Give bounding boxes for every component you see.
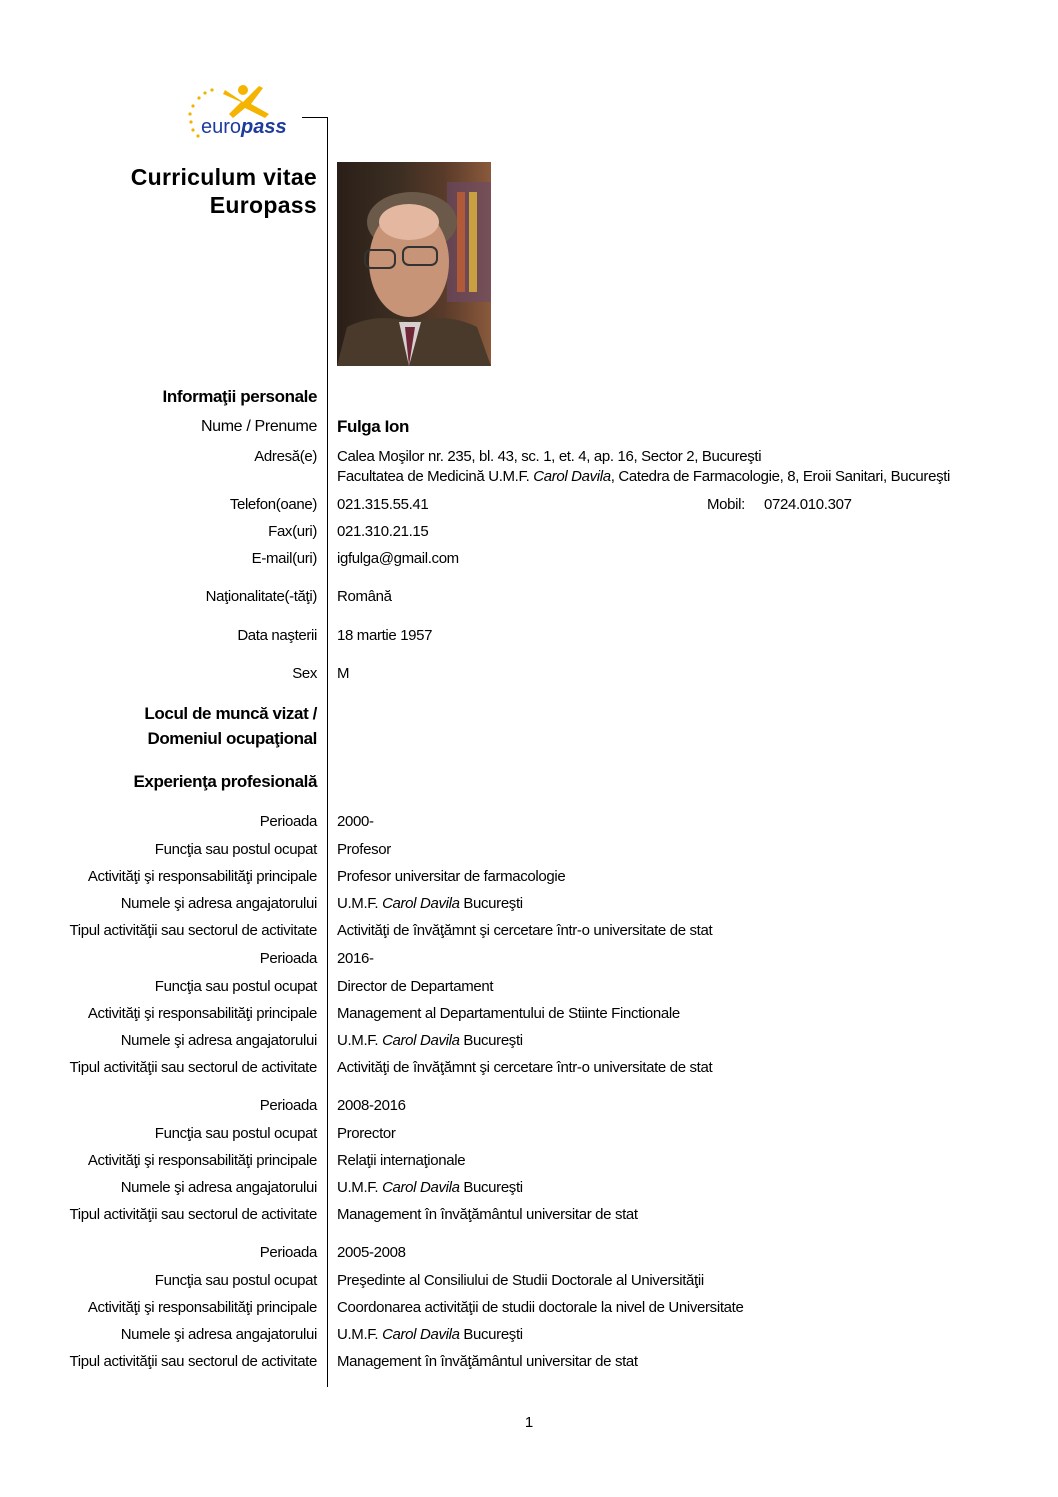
experience-section [0, 772, 1058, 792]
experience-position-label: Funcţia sau postul ocupat [154, 978, 317, 995]
mobile-label: Mobil: [707, 496, 745, 513]
experience-activities-label: Activităţi şi responsabilităţi principale [87, 1152, 317, 1169]
experience-sector-label: Tipul activităţii sau sectorul de activitate [69, 1059, 317, 1076]
experience-employer-value [337, 894, 523, 914]
experience-employer-label: Numele şi adresa angajatorului [120, 1326, 317, 1343]
address-line1: Calea Moşilor nr. 235, bl. 43, sc. 1, et. 4, ap. 16, Sector 2, Bucureşti [337, 448, 762, 465]
europass-logo [185, 78, 305, 142]
cv-title-line2: Europass [209, 192, 317, 218]
sex-label: Sex [292, 665, 317, 682]
email-value[interactable]: igfulga@gmail.com [337, 550, 459, 567]
experience-position-label: Funcţia sau postul ocupat [154, 1125, 317, 1142]
experience-period-label: Perioada [259, 1244, 317, 1261]
experience-position-value: Prorector [337, 1125, 396, 1142]
experience-sector-label: Tipul activităţii sau sectorul de activitate [69, 1353, 317, 1370]
experience-position-row [0, 1271, 1058, 1291]
experience-sector-value: Management în învăţământul universitar de stat [337, 1353, 638, 1370]
sex-value: M [337, 665, 350, 682]
address-line2-rest: , Catedra de Farmacologie, 8, Eroii Sanitari, Bucureşti [610, 468, 951, 485]
experience-activities-value: Relaţii internaţionale [337, 1152, 466, 1169]
experience-position-label: Funcţia sau postul ocupat [154, 841, 317, 858]
experience-sector-label: Tipul activităţii sau sectorul de activitate [69, 1206, 317, 1223]
phone-row [0, 495, 1058, 515]
birthdate-value: 18 martie 1957 [337, 627, 433, 644]
birthdate-label: Data naşterii [237, 627, 317, 644]
desired-job-section-2 [0, 729, 1058, 749]
header-rule [302, 117, 328, 118]
page-number: 1 [524, 1414, 534, 1431]
experience-activities-label: Activităţi şi responsabilităţi principale [87, 1005, 317, 1022]
experience-activities-row [0, 1298, 1058, 1318]
address-row [0, 447, 1058, 467]
experience-activities-label: Activităţi şi responsabilităţi principale [87, 868, 317, 885]
address-line2 [337, 467, 950, 487]
experience-sector-row [0, 1058, 1058, 1078]
fax-row [0, 522, 1058, 542]
experience-activities-value: Management al Departamentului de Stiinte Finctionale [337, 1005, 680, 1022]
experience-employer-row [0, 1031, 1058, 1051]
employer-name: Carol Davila [382, 1032, 460, 1049]
experience-period-label: Perioada [259, 950, 317, 967]
email-label: E-mail(uri) [251, 550, 317, 567]
employer-city: Bucureşti [459, 1326, 523, 1343]
experience-sector-label: Tipul activităţii sau sectorul de activitate [69, 922, 317, 939]
address-label: Adresă(e) [254, 448, 317, 465]
experience-period-value: 2000- [337, 813, 374, 830]
experience-employer-label: Numele şi adresa angajatorului [120, 1179, 317, 1196]
sex-row [0, 664, 1058, 684]
experience-period-row [0, 1096, 1058, 1116]
nationality-row [0, 587, 1058, 607]
employer-name: Carol Davila [382, 1326, 460, 1343]
birthdate-row [0, 626, 1058, 646]
experience-employer-label: Numele şi adresa angajatorului [120, 1032, 317, 1049]
experience-position-value: Profesor [337, 841, 391, 858]
experience-period-value: 2005-2008 [337, 1244, 406, 1261]
desired-job-section [0, 704, 1058, 724]
experience-employer-value [337, 1031, 523, 1051]
fax-label: Fax(uri) [268, 523, 317, 540]
employer-city: Bucureşti [459, 1179, 523, 1196]
employer-name: Carol Davila [382, 895, 460, 912]
cv-title-line1: Curriculum vitae [130, 164, 317, 190]
fax-value: 021.310.21.15 [337, 523, 429, 540]
experience-period-label: Perioada [259, 1097, 317, 1114]
personal-section-title: Informaţii personale [162, 387, 317, 406]
experience-position-row [0, 840, 1058, 860]
experience-section-title: Experienţa profesională [133, 772, 317, 791]
email-row [0, 549, 1058, 569]
experience-position-row [0, 977, 1058, 997]
desired-job-title-1: Locul de muncă vizat / [144, 704, 317, 723]
experience-activities-row [0, 1151, 1058, 1171]
experience-sector-value: Management în învăţământul universitar de stat [337, 1206, 638, 1223]
name-label: Nume / Prenume [200, 418, 317, 435]
name-row [0, 417, 1058, 437]
nationality-label: Naţionalitate(-tăţi) [205, 588, 317, 605]
experience-sector-row [0, 921, 1058, 941]
experience-position-row [0, 1124, 1058, 1144]
experience-sector-row [0, 1205, 1058, 1225]
experience-position-value: Director de Departament [337, 978, 494, 995]
experience-activities-row [0, 1004, 1058, 1024]
experience-period-row [0, 812, 1058, 832]
personal-section [0, 387, 1058, 407]
name-value: Fulga Ion [337, 417, 409, 436]
address-row-2 [0, 467, 1058, 487]
employer-prefix: U.M.F. [337, 1179, 383, 1196]
employer-name: Carol Davila [382, 1179, 460, 1196]
cv-title [131, 163, 317, 219]
experience-activities-row [0, 867, 1058, 887]
experience-employer-value [337, 1325, 523, 1345]
experience-period-value: 2008-2016 [337, 1097, 406, 1114]
experience-sector-value: Activităţi de învăţămnt şi cercetare într-o universitate de stat [337, 1059, 713, 1076]
experience-employer-row [0, 1325, 1058, 1345]
employer-city: Bucureşti [459, 895, 523, 912]
experience-position-value: Preşedinte al Consiliului de Studii Doctorale al Universităţii [337, 1272, 704, 1289]
experience-position-label: Funcţia sau postul ocupat [154, 1272, 317, 1289]
experience-sector-value: Activităţi de învăţămnt şi cercetare într-o universitate de stat [337, 922, 713, 939]
experience-period-value: 2016- [337, 950, 374, 967]
experience-period-row [0, 1243, 1058, 1263]
employer-prefix: U.M.F. [337, 895, 383, 912]
mobile-value: 0724.010.307 [764, 496, 852, 513]
phone-value: 021.315.55.41 [337, 496, 429, 513]
experience-activities-value: Profesor universitar de farmacologie [337, 868, 566, 885]
experience-period-label: Perioada [259, 813, 317, 830]
experience-employer-value [337, 1178, 523, 1198]
employer-prefix: U.M.F. [337, 1326, 383, 1343]
university-name: Carol Davila [533, 468, 611, 485]
employer-city: Bucureşti [459, 1032, 523, 1049]
experience-employer-label: Numele şi adresa angajatorului [120, 895, 317, 912]
experience-period-row [0, 949, 1058, 969]
nationality-value: Română [337, 588, 392, 605]
experience-employer-row [0, 1178, 1058, 1198]
experience-sector-row [0, 1352, 1058, 1372]
svg-text:europass: europass [201, 116, 287, 138]
address-line2-text: Facultatea de Medicină U.M.F. [337, 468, 534, 485]
experience-activities-value: Coordonarea activităţii de studii doctorale la nivel de Universitate [337, 1299, 744, 1316]
phone-label: Telefon(oane) [229, 496, 317, 513]
experience-employer-row [0, 894, 1058, 914]
desired-job-title-2: Domeniul ocupaţional [147, 729, 317, 748]
experience-activities-label: Activităţi şi responsabilităţi principale [87, 1299, 317, 1316]
profile-photo [337, 162, 491, 366]
employer-prefix: U.M.F. [337, 1032, 383, 1049]
